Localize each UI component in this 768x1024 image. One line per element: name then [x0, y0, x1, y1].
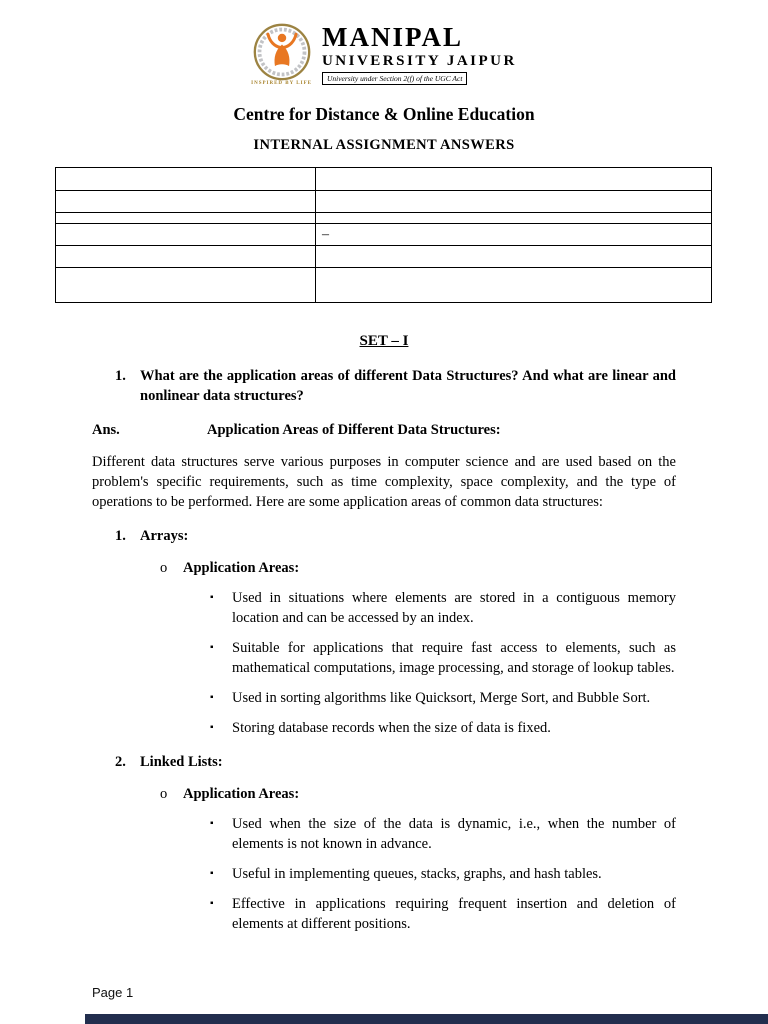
table-cell: [56, 268, 316, 303]
sub-heading-text: Application Areas:: [183, 560, 300, 576]
answer-heading: Application Areas of Different Data Structures:: [207, 422, 501, 438]
logo-ribbon-text: INSPIRED BY LIFE: [251, 81, 312, 86]
section-number: 2.: [115, 754, 126, 770]
section-heading-arrays: [115, 526, 676, 546]
page-number: Page 1: [92, 985, 134, 1000]
question: [115, 366, 676, 406]
square-bullet-icon: ▪: [210, 722, 214, 733]
university-logo: [92, 22, 676, 86]
square-bullet-icon: ▪: [210, 642, 214, 653]
page-title: Centre for Distance & Online Education: [233, 104, 535, 124]
set-heading-text: SET – I: [359, 333, 409, 349]
answer-label: Ans.: [92, 422, 120, 438]
logo-tagline: University under Section 2(f) of the UGC Act: [322, 72, 467, 85]
table-cell: [56, 246, 316, 268]
bullet-item: [210, 588, 676, 628]
bullet-item: [210, 718, 676, 738]
sub-heading: [160, 784, 676, 804]
bullet-text: Effective in applications requiring frequent insertion and deletion of elements at different positions.: [232, 896, 676, 932]
section-number: 1.: [115, 528, 126, 544]
bullet-item: [210, 894, 676, 934]
table-row: [56, 191, 712, 213]
table-cell: [316, 268, 712, 303]
logo-wordmark: [321, 21, 517, 85]
square-bullet-icon: ▪: [210, 692, 214, 703]
bullet-text: Useful in implementing queues, stacks, graphs, and hash tables.: [232, 866, 602, 882]
question-number: 1.: [115, 368, 126, 384]
bullet-item: [210, 638, 676, 678]
logo-subtitle: UNIVERSITY JAIPUR: [321, 52, 517, 69]
square-bullet-icon: ▪: [210, 818, 214, 829]
bullet-text: Suitable for applications that require fast access to elements, such as mathematical computations, image processing, and storage of lookup tables.: [232, 640, 676, 676]
table-row: [56, 246, 712, 268]
square-bullet-icon: ▪: [210, 898, 214, 909]
table-cell: –: [316, 224, 712, 246]
table-cell: [316, 168, 712, 191]
table-row: [56, 168, 712, 191]
section-heading-linked-lists: [115, 752, 676, 772]
circle-bullet-marker: o: [160, 786, 168, 802]
bullet-text: Used in situations where elements are stored in a contiguous memory location and can be accessed by an index.: [232, 590, 676, 626]
bullet-text: Used when the size of the data is dynamic, i.e., when the number of elements is not known in advance.: [232, 816, 676, 852]
bullet-text: Storing database records when the size of data is fixed.: [232, 720, 551, 736]
university-emblem-icon: [251, 22, 312, 86]
table-row: [56, 224, 712, 246]
table-cell: [316, 213, 712, 224]
answer-line: [92, 420, 676, 440]
square-bullet-icon: ▪: [210, 868, 214, 879]
next-page-edge: [85, 1014, 768, 1024]
table-row: [56, 268, 712, 303]
table-cell: [316, 191, 712, 213]
table-cell: [56, 213, 316, 224]
bullet-item: [210, 814, 676, 854]
logo-name: MANIPAL: [321, 21, 463, 52]
section-title: Linked Lists:: [140, 754, 223, 770]
table-cell: [316, 246, 712, 268]
circle-bullet-marker: o: [160, 560, 168, 576]
info-table: [55, 167, 712, 303]
sub-heading-text: Application Areas:: [183, 786, 300, 802]
table-cell: [56, 224, 316, 246]
bullet-item: [210, 688, 676, 708]
set-heading: [92, 333, 676, 350]
square-bullet-icon: ▪: [210, 592, 214, 603]
table-cell: [56, 191, 316, 213]
sub-heading: [160, 558, 676, 578]
assignment-subtitle: INTERNAL ASSIGNMENT ANSWERS: [253, 137, 515, 153]
intro-paragraph: Different data structures serve various purposes in computer science and are used based on the problem's specific requirements, such as time complexity, space complexity, and the type of operations to be performed. Here are some application areas of common data structures:: [92, 454, 676, 510]
section-title: Arrays:: [140, 528, 189, 544]
question-text: What are the application areas of different Data Structures? And what are linear and nonlinear data structures?: [140, 368, 676, 404]
bullet-item: [210, 864, 676, 884]
table-cell: [56, 168, 316, 191]
bullet-text: Used in sorting algorithms like Quicksort, Merge Sort, and Bubble Sort.: [232, 690, 651, 706]
table-row: [56, 213, 712, 224]
